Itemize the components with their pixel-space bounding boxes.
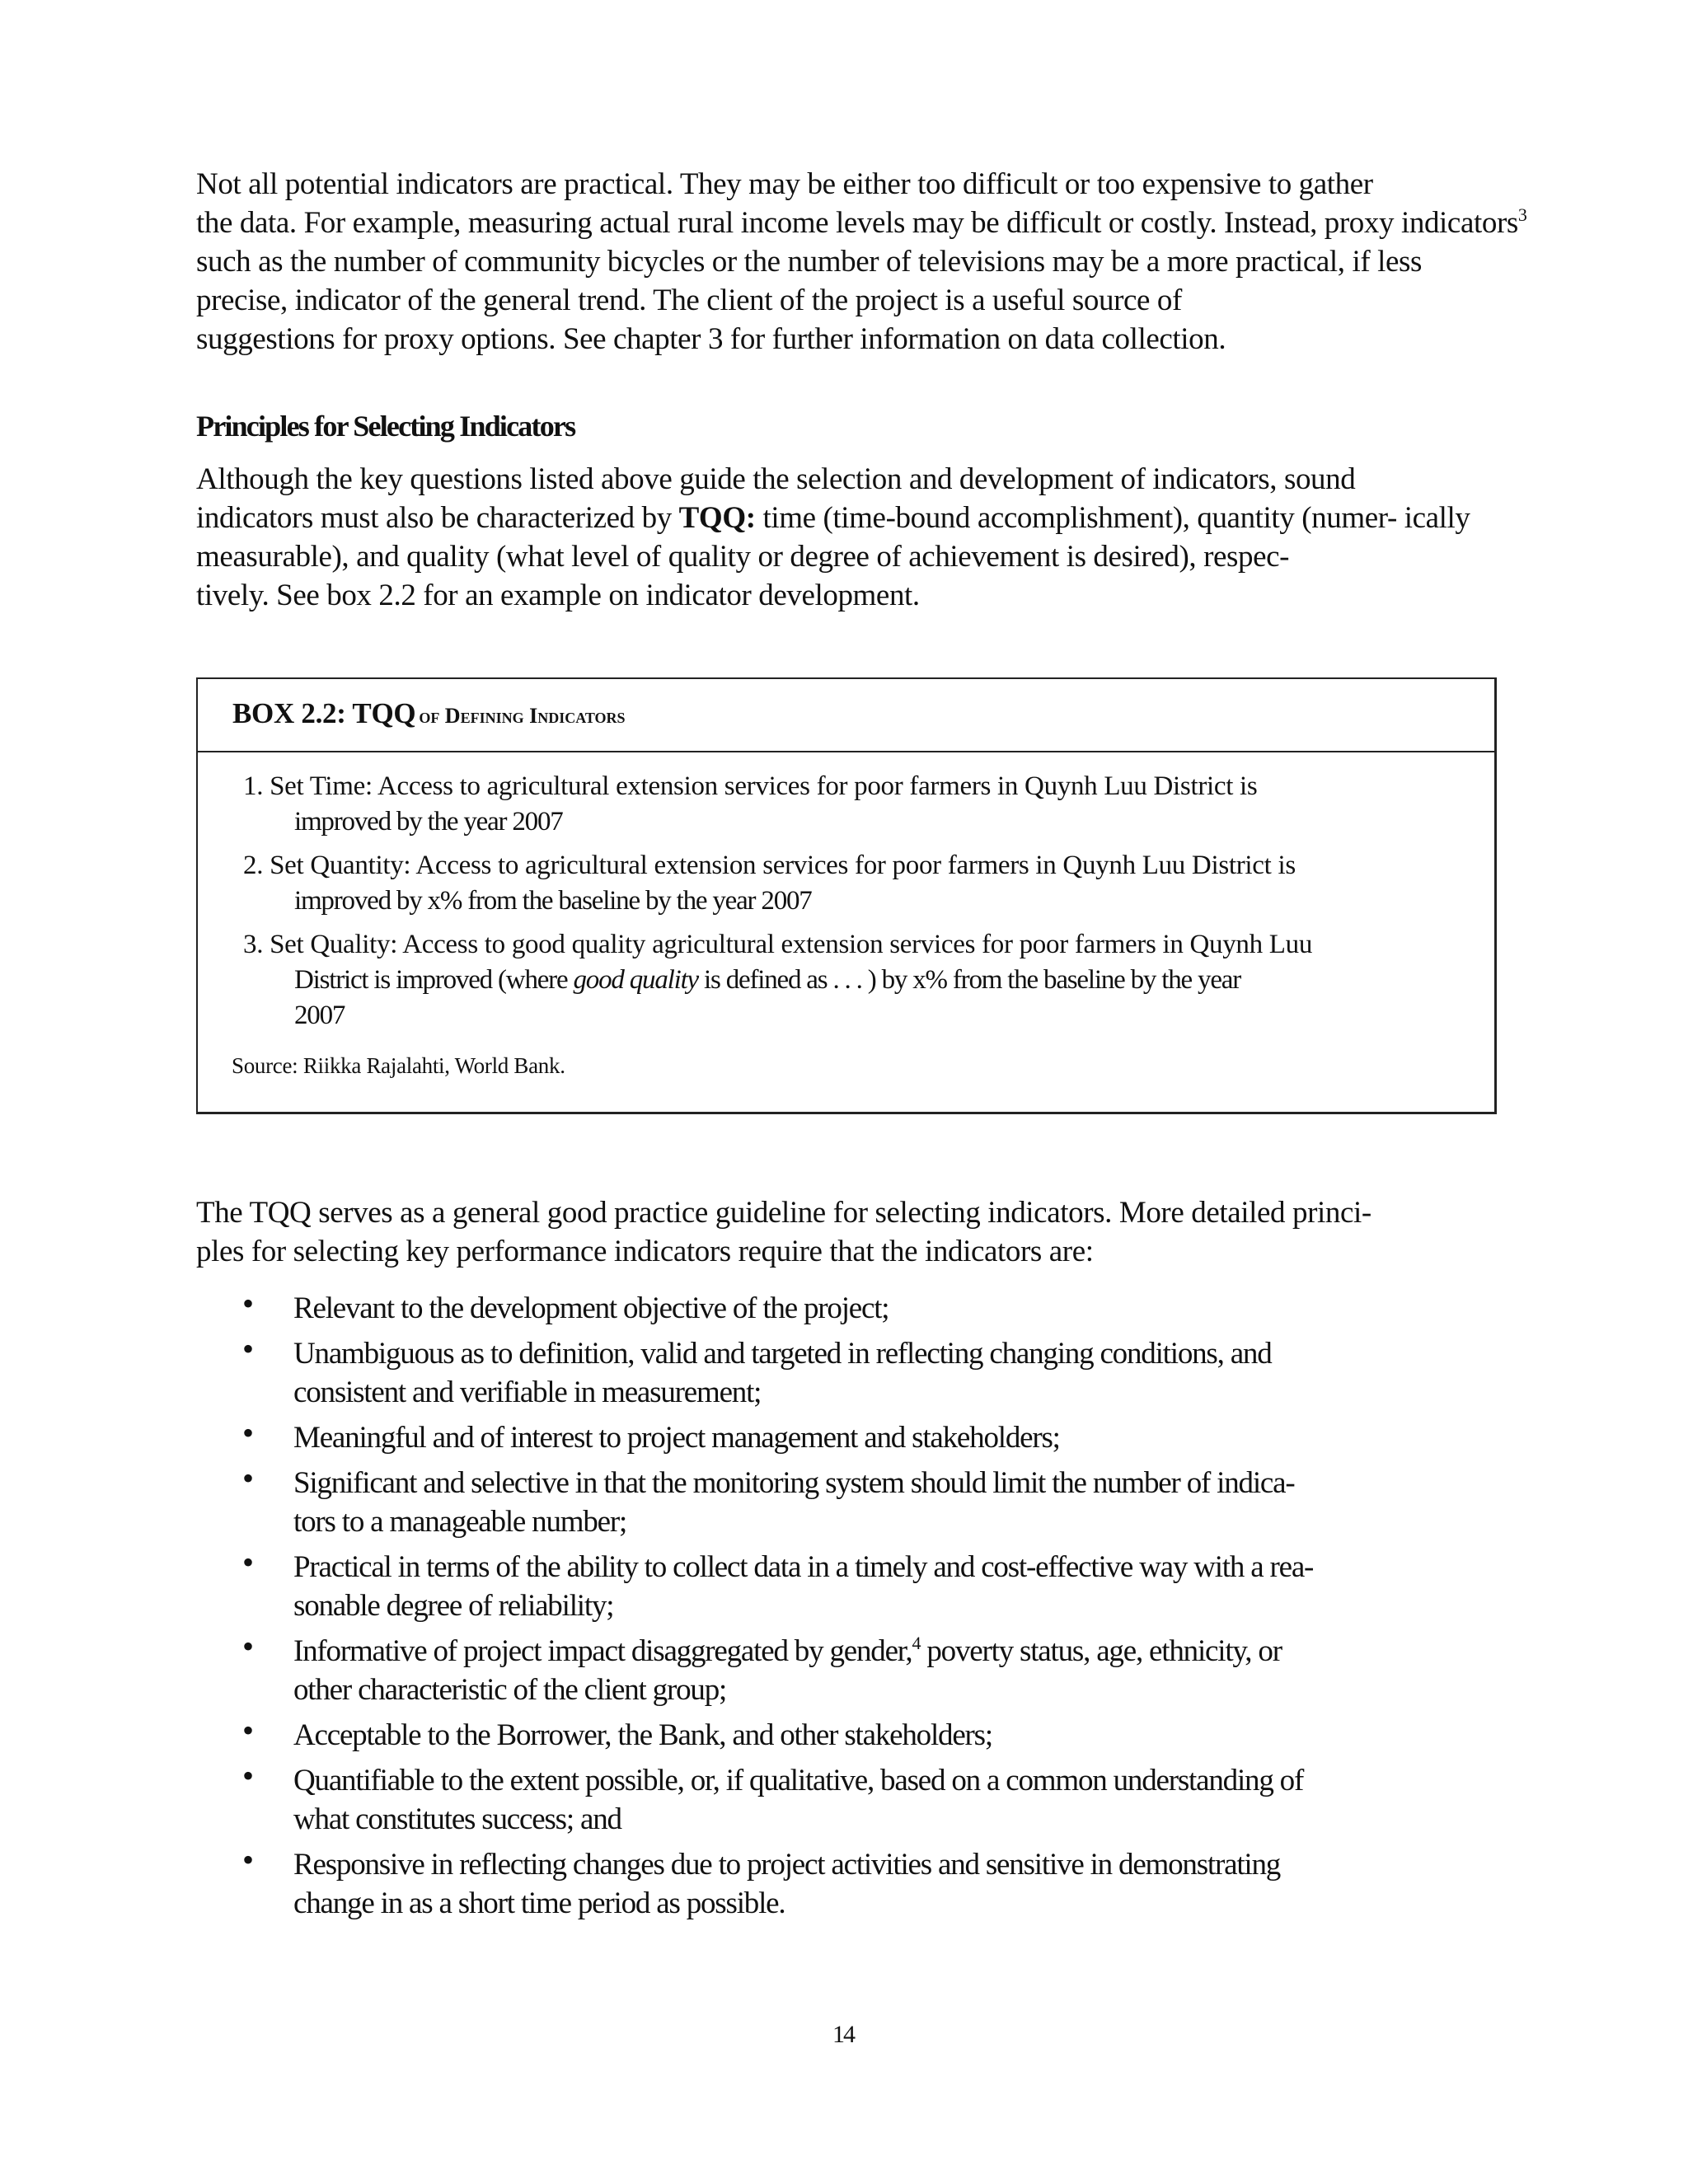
- bullet-dot-icon: •: [242, 1285, 255, 1322]
- principles-paragraph: [196, 460, 1515, 615]
- box-item-quality: 3. Set Quality: Access to good quality agricultural extension services for poor farmers in Quynh Luu District is improved (where good quality is defined as . . . ) by x% from the baseline by the year 2007: [243, 930, 1313, 1030]
- bullet-relevant: • Relevant to the development objective of the project;: [242, 1285, 889, 1325]
- bullet-dot-icon: •: [242, 1460, 255, 1497]
- intro-line-3: such as the number of community bicycles or the number of televisions may be a more practical, if less: [196, 245, 1423, 279]
- principles-bullet-list: [196, 1285, 1515, 1929]
- box-title: BOX 2.2: TQQ: [232, 697, 416, 729]
- tqq-paragraph: [196, 1193, 1515, 1271]
- good-quality-term: good quality: [573, 965, 698, 995]
- tqq-line-1: The TQQ serves as a general good practice guideline for selecting indicators. More detailed princi-: [196, 1196, 1372, 1230]
- intro-line-5: suggestions for proxy options. See chapter 3 for further information on data collection.: [196, 322, 1226, 356]
- box-header: [198, 679, 1494, 752]
- bullet-dot-icon: •: [242, 1757, 255, 1794]
- page-number: 14: [832, 2021, 854, 2048]
- bullet-informative: • Informative of project impact disaggregated by gender,$^4$ poverty status, age, ethnicity, or other characteristic of the client group;: [242, 1628, 1282, 1707]
- intro-paragraph: [196, 165, 1527, 359]
- bullet-acceptable: • Acceptable to the Borrower, the Bank, and other stakeholders;: [242, 1712, 992, 1752]
- box-item-time: 1. Set Time: Access to agricultural extension services for poor farmers in Quynh Luu District is improved by the year 2007: [243, 771, 1258, 837]
- principles-line-4: tively. See box 2.2 for an example on indicator development.: [196, 579, 920, 612]
- box-item-quantity: 2. Set Quantity: Access to agricultural extension services for poor farmers in Quynh Luu District is improved by x% from the baseline by the year 2007: [243, 851, 1296, 916]
- principles-line-2: indicators must also be characterized by TQQ: time (time-bound accomplishment), quantity (numer- ically: [196, 501, 1470, 535]
- box-title-subtitle: of Defining Indicators: [419, 704, 626, 728]
- bullet-dot-icon: •: [242, 1330, 255, 1367]
- tqq-line-2: ples for selecting key performance indicators require that the indicators are:: [196, 1235, 1094, 1268]
- footnote-ref-3[interactable]: 3: [1517, 204, 1527, 225]
- bullet-dot-icon: •: [242, 1414, 255, 1451]
- bullet-practical: • Practical in terms of the ability to collect data in a timely and cost-effective way with a rea- sonable degree of reliability;: [242, 1544, 1314, 1623]
- bullet-meaningful: • Meaningful and of interest to project management and stakeholders;: [242, 1414, 1060, 1455]
- footnote-ref-4[interactable]: 4: [912, 1633, 921, 1653]
- section-heading: Principles for Selecting Indicators: [196, 410, 575, 443]
- box-source: Source: Riikka Rajalahti, World Bank.: [232, 1053, 565, 1078]
- bullet-dot-icon: •: [242, 1628, 255, 1665]
- bullet-quantifiable: • Quantifiable to the extent possible, or, if qualitative, based on a common understanding of what constitutes success; and: [242, 1757, 1304, 1836]
- intro-line-1: Not all potential indicators are practical. They may be either too difficult or too expensive to gather: [196, 167, 1373, 201]
- bullet-significant: • Significant and selective in that the monitoring system should limit the number of indica- tors to a manageable number;: [242, 1460, 1295, 1539]
- principles-line-1: Although the key questions listed above guide the selection and development of indicators, sound: [196, 462, 1356, 496]
- bullet-unambiguous: • Unambiguous as to definition, valid and targeted in reflecting changing conditions, and consistent and verifiable in measurement;: [242, 1330, 1272, 1409]
- intro-line-2: the data. For example, measuring actual rural income levels may be difficult or costly. Instead, proxy indicators$^3$: [196, 204, 1527, 240]
- tqq-term: TQQ:: [678, 501, 756, 535]
- bullet-responsive: • Responsive in reflecting changes due to project activities and sensitive in demonstrating change in as a short time period as possible.: [242, 1841, 1281, 1920]
- bullet-dot-icon: •: [242, 1712, 255, 1749]
- principles-line-3: measurable), and quality (what level of quality or degree of achievement is desired), respec-: [196, 540, 1290, 574]
- intro-line-4: precise, indicator of the general trend. The client of the project is a useful source of: [196, 284, 1182, 317]
- bullet-dot-icon: •: [242, 1841, 255, 1878]
- box-2-2: [196, 677, 1497, 1114]
- box-list: [243, 769, 1312, 1042]
- bullet-dot-icon: •: [242, 1544, 255, 1581]
